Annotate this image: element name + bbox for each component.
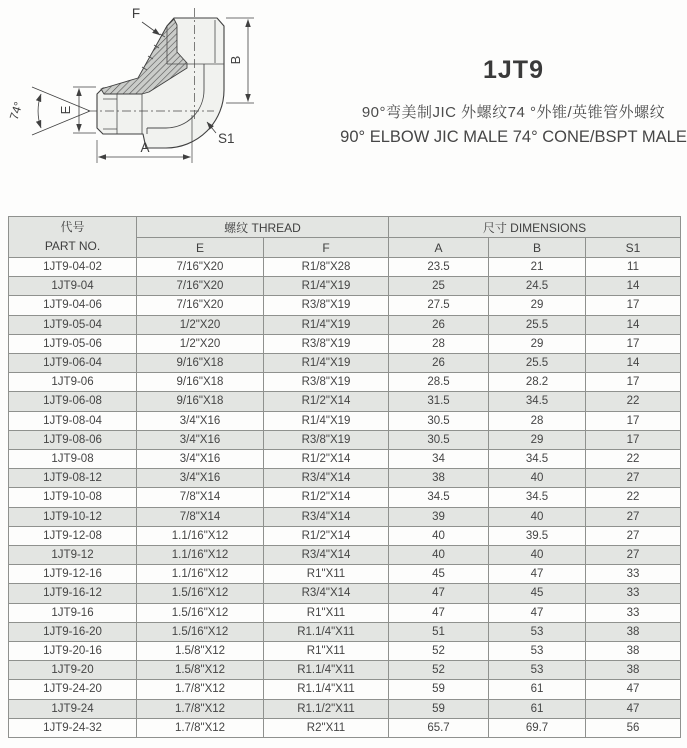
table-cell: 40 — [389, 526, 489, 545]
table-cell: R3/8"X19 — [264, 430, 389, 449]
table-cell: 1JT9-05-06 — [9, 334, 137, 353]
table-row — [9, 315, 681, 334]
dim-label-a: A — [140, 140, 150, 155]
table-cell: 45 — [389, 565, 489, 584]
table-cell: 40 — [489, 546, 586, 565]
table-cell: 52 — [389, 661, 489, 680]
fitting-technical-drawing — [0, 0, 300, 205]
table-cell: 17 — [586, 430, 681, 449]
table-row — [9, 680, 681, 699]
table-cell: 17 — [586, 334, 681, 353]
table-cell: 45 — [489, 584, 586, 603]
table-cell: R1/2"X14 — [264, 526, 389, 545]
table-cell: 29 — [489, 430, 586, 449]
table-cell: 1JT9-12 — [9, 546, 137, 565]
table-cell: 27 — [586, 507, 681, 526]
table-row — [9, 411, 681, 430]
table-cell: 28 — [389, 334, 489, 353]
table-cell: 14 — [586, 315, 681, 334]
table-cell: R1.1/4"X11 — [264, 622, 389, 641]
table-cell: 1JT9-10-08 — [9, 488, 137, 507]
table-cell: 53 — [489, 642, 586, 661]
table-cell: 17 — [586, 296, 681, 315]
table-cell: 27 — [586, 469, 681, 488]
table-cell: 47 — [586, 680, 681, 699]
table-cell: 1JT9-12-16 — [9, 565, 137, 584]
table-cell: R1.1/4"X11 — [264, 661, 389, 680]
table-cell: R1.1/2"X11 — [264, 699, 389, 718]
table-row — [9, 296, 681, 315]
table-row — [9, 622, 681, 641]
table-cell: 21 — [489, 258, 586, 277]
table-row — [9, 565, 681, 584]
table-row — [9, 584, 681, 603]
table-cell: 22 — [586, 450, 681, 469]
table-cell: 1.7/8"X12 — [137, 680, 264, 699]
table-row — [9, 277, 681, 296]
table-cell: R3/4"X14 — [264, 469, 389, 488]
table-cell: 3/4"X16 — [137, 411, 264, 430]
table-cell: 61 — [489, 680, 586, 699]
table-cell: 1JT9-06 — [9, 373, 137, 392]
table-cell: 47 — [489, 565, 586, 584]
table-cell: 17 — [586, 411, 681, 430]
table-cell: 7/16"X20 — [137, 296, 264, 315]
table-cell: 9/16"X18 — [137, 373, 264, 392]
table-row — [9, 450, 681, 469]
table-row — [9, 354, 681, 373]
table-cell: 1.5/16"X12 — [137, 584, 264, 603]
table-cell: 29 — [489, 296, 586, 315]
table-cell: 11 — [586, 258, 681, 277]
table-cell: 47 — [389, 603, 489, 622]
table-cell: 38 — [389, 469, 489, 488]
table-cell: 17 — [586, 373, 681, 392]
table-cell: 1.7/8"X12 — [137, 699, 264, 718]
table-row — [9, 718, 681, 737]
table-cell: 7/16"X20 — [137, 277, 264, 296]
table-cell: R1"X11 — [264, 565, 389, 584]
table-cell: R1/2"X14 — [264, 392, 389, 411]
table-cell: R1/4"X19 — [264, 315, 389, 334]
table-cell: 1JT9-20 — [9, 661, 137, 680]
table-cell: 14 — [586, 277, 681, 296]
header-col-f: F — [264, 238, 389, 258]
table-cell: 7/16"X20 — [137, 258, 264, 277]
table-cell: 34.5 — [489, 392, 586, 411]
table-cell: R2"X11 — [264, 718, 389, 737]
table-cell: 40 — [489, 507, 586, 526]
table-cell: 56 — [586, 718, 681, 737]
table-cell: 9/16"X18 — [137, 354, 264, 373]
header-col-e: E — [137, 238, 264, 258]
table-cell: 9/16"X18 — [137, 392, 264, 411]
table-row — [9, 392, 681, 411]
table-cell: R3/8"X19 — [264, 373, 389, 392]
dim-label-s1: S1 — [218, 131, 235, 146]
table-cell: R3/4"X14 — [264, 584, 389, 603]
table-row — [9, 661, 681, 680]
table-cell: 30.5 — [389, 430, 489, 449]
table-row — [9, 488, 681, 507]
table-cell: 33 — [586, 603, 681, 622]
table-cell: 40 — [489, 469, 586, 488]
table-cell: 1JT9-06-04 — [9, 354, 137, 373]
table-cell: 33 — [586, 565, 681, 584]
table-cell: 34.5 — [489, 450, 586, 469]
table-cell: 53 — [489, 622, 586, 641]
header-part-no-en: PART NO. — [44, 239, 101, 253]
f-leader — [142, 22, 160, 35]
header-col-a: A — [389, 238, 489, 258]
table-cell: R1/8"X28 — [264, 258, 389, 277]
table-cell: 26 — [389, 315, 489, 334]
table-cell: 27 — [586, 526, 681, 545]
dim-label-angle: 74° — [6, 99, 26, 122]
table-cell: 1JT9-08-04 — [9, 411, 137, 430]
table-row — [9, 642, 681, 661]
table-cell: 1JT9-08-12 — [9, 469, 137, 488]
table-cell: 7/8"X14 — [137, 488, 264, 507]
table-row — [9, 469, 681, 488]
table-row — [9, 430, 681, 449]
table-cell: 26 — [389, 354, 489, 373]
table-cell: 29 — [489, 334, 586, 353]
table-cell: R1.1/4"X11 — [264, 680, 389, 699]
table-cell: 1.5/8"X12 — [137, 661, 264, 680]
subtitle-chinese: 90°弯美制JIC 外螺纹74 °外锥/英锥管外螺纹 — [361, 104, 666, 121]
table-cell: 38 — [586, 642, 681, 661]
spec-table — [8, 216, 681, 738]
table-cell: 22 — [586, 392, 681, 411]
table-cell: 1.1/16"X12 — [137, 526, 264, 545]
header-part-no-cn: 代号 — [60, 220, 85, 234]
table-cell: 1JT9-12-08 — [9, 526, 137, 545]
table-cell: 38 — [586, 622, 681, 641]
table-cell: 47 — [389, 584, 489, 603]
table-cell: 3/4"X16 — [137, 469, 264, 488]
table-cell: R1/4"X19 — [264, 354, 389, 373]
table-cell: 25.5 — [489, 354, 586, 373]
table-cell: 65.7 — [389, 718, 489, 737]
table-cell: 27.5 — [389, 296, 489, 315]
subtitle-english: 90° ELBOW JIC MALE 74° CONE/BSPT MALE — [340, 128, 687, 146]
table-cell: 1JT9-16-20 — [9, 622, 137, 641]
table-cell: 30.5 — [389, 411, 489, 430]
table-cell: 3/4"X16 — [137, 450, 264, 469]
table-cell: 1JT9-24-32 — [9, 718, 137, 737]
table-cell: 1JT9-04-06 — [9, 296, 137, 315]
table-cell: 1.5/8"X12 — [137, 642, 264, 661]
table-cell: 61 — [489, 699, 586, 718]
table-cell: 28 — [489, 411, 586, 430]
table-cell: 1/2"X20 — [137, 334, 264, 353]
table-cell: 1JT9-06-08 — [9, 392, 137, 411]
table-cell: 27 — [586, 546, 681, 565]
page-title: 1JT9 — [483, 56, 544, 84]
table-cell: 34 — [389, 450, 489, 469]
table-cell: R1"X11 — [264, 603, 389, 622]
table-cell: 39 — [389, 507, 489, 526]
table-cell: 1.1/16"X12 — [137, 565, 264, 584]
table-cell: 28.2 — [489, 373, 586, 392]
header-dimensions-group: 尺寸 DIMENSIONS — [389, 217, 681, 238]
table-cell: 1JT9-04-02 — [9, 258, 137, 277]
table-cell: R3/4"X14 — [264, 507, 389, 526]
header-col-b: B — [489, 238, 586, 258]
table-cell: 25.5 — [489, 315, 586, 334]
table-cell: 1.5/16"X12 — [137, 622, 264, 641]
angle-arc — [38, 94, 41, 128]
table-cell: 1JT9-16-12 — [9, 584, 137, 603]
table-row — [9, 699, 681, 718]
table-cell: R3/4"X14 — [264, 546, 389, 565]
table-row — [9, 373, 681, 392]
table-cell: 1JT9-04 — [9, 277, 137, 296]
header-col-s1: S1 — [586, 238, 681, 258]
table-cell: R1/4"X19 — [264, 277, 389, 296]
header-thread-group: 螺纹 THREAD — [137, 217, 389, 238]
table-row — [9, 507, 681, 526]
table-cell: 1JT9-08-06 — [9, 430, 137, 449]
table-cell: 1.5/16"X12 — [137, 603, 264, 622]
dim-label-e: E — [58, 105, 73, 115]
table-cell: 24.5 — [489, 277, 586, 296]
table-cell: R1/2"X14 — [264, 450, 389, 469]
table-row — [9, 334, 681, 353]
table-cell: 28.5 — [389, 373, 489, 392]
table-row — [9, 258, 681, 277]
table-cell: 59 — [389, 699, 489, 718]
table-cell: R3/8"X19 — [264, 334, 389, 353]
table-cell: 1JT9-20-16 — [9, 642, 137, 661]
table-row — [9, 526, 681, 545]
table-cell: 34.5 — [489, 488, 586, 507]
table-cell: R3/8"X19 — [264, 296, 389, 315]
table-cell: 1JT9-16 — [9, 603, 137, 622]
table-cell: 69.7 — [489, 718, 586, 737]
table-row — [9, 603, 681, 622]
table-cell: 1JT9-24-20 — [9, 680, 137, 699]
table-cell: 38 — [586, 661, 681, 680]
table-cell: 22 — [586, 488, 681, 507]
table-cell: 52 — [389, 642, 489, 661]
table-cell: 33 — [586, 584, 681, 603]
table-cell: 1JT9-10-12 — [9, 507, 137, 526]
table-cell: 1JT9-08 — [9, 450, 137, 469]
table-cell: 39.5 — [489, 526, 586, 545]
table-cell: R1"X11 — [264, 642, 389, 661]
table-cell: R1/2"X14 — [264, 488, 389, 507]
table-cell: 34.5 — [389, 488, 489, 507]
table-cell: 47 — [489, 603, 586, 622]
table-body — [9, 258, 681, 738]
dim-label-b: B — [228, 55, 243, 65]
table-cell: 31.5 — [389, 392, 489, 411]
table-cell: 53 — [489, 661, 586, 680]
table-cell: 1JT9-24 — [9, 699, 137, 718]
title-block — [340, 56, 687, 147]
table-cell: R1/4"X19 — [264, 411, 389, 430]
dim-label-f: F — [131, 6, 141, 21]
header-part-no — [9, 217, 137, 258]
table-cell: 23.5 — [389, 258, 489, 277]
table-cell: 1JT9-05-04 — [9, 315, 137, 334]
table-cell: 47 — [586, 699, 681, 718]
spec-table-wrap — [8, 216, 681, 738]
table-cell: 40 — [389, 546, 489, 565]
table-cell: 3/4"X16 — [137, 430, 264, 449]
table-row — [9, 546, 681, 565]
table-cell: 1/2"X20 — [137, 315, 264, 334]
table-cell: 1.1/16"X12 — [137, 546, 264, 565]
table-cell: 1.7/8"X12 — [137, 718, 264, 737]
table-cell: 59 — [389, 680, 489, 699]
table-cell: 7/8"X14 — [137, 507, 264, 526]
table-cell: 25 — [389, 277, 489, 296]
table-cell: 14 — [586, 354, 681, 373]
table-cell: 51 — [389, 622, 489, 641]
